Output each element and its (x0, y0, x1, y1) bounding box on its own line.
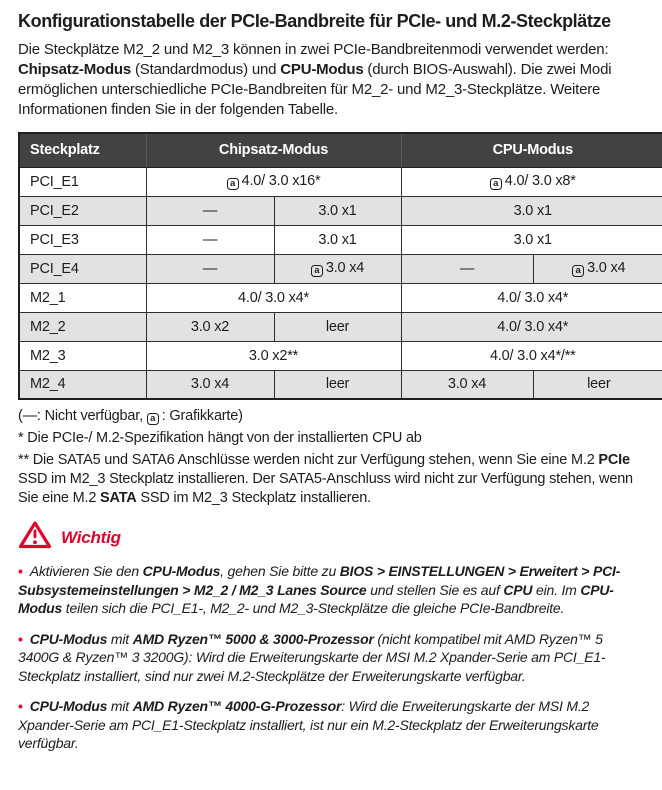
warning-triangle-icon (18, 520, 52, 555)
bandwidth-cell: 3.0 x2 (146, 312, 274, 341)
bandwidth-cell: a 4.0/ 3.0 x16* (146, 167, 401, 196)
pcie-bandwidth-table (18, 132, 662, 400)
bandwidth-cell: — (146, 225, 274, 254)
bandwidth-cell: a 3.0 x4 (274, 254, 401, 283)
table-legend: (—: Nicht verfügbar, a : Grafikkarte) (18, 408, 243, 424)
table-row (19, 196, 662, 225)
bandwidth-cell: 3.0 x1 (401, 225, 662, 254)
footnote-double-asterisk: ** Die SATA5 und SATA6 Anschlüsse werden nicht zur Verfügung stehen, wenn Sie eine M.2 PCIe SSD im M2_3 Steckplatz installieren. Der SATA5-Anschluss wird nicht zur Verfügung stehen, wenn Sie eine M.2 SATA SSD im M2_3 Steckplatz installieren. (18, 452, 633, 506)
bandwidth-cell: a 3.0 x4 (533, 254, 662, 283)
page-title: Konfigurationstabelle der PCIe-Bandbreite für PCIe- und M.2-Steckplätze (18, 11, 611, 31)
slot-cell: M2_1 (19, 283, 146, 312)
bandwidth-cell: leer (533, 370, 662, 399)
important-notes (18, 562, 646, 753)
table-row (19, 254, 662, 283)
bandwidth-cell: a 4.0/ 3.0 x8* (401, 167, 662, 196)
gpu-icon: a (572, 265, 584, 277)
bandwidth-cell: — (401, 254, 533, 283)
bullet-marker: • (18, 698, 23, 714)
table-body (19, 167, 662, 399)
slot-cell: M2_2 (19, 312, 146, 341)
gpu-icon: a (490, 178, 502, 190)
header-cpu-modus: CPU-Modus (401, 133, 662, 167)
bandwidth-cell: 3.0 x1 (401, 196, 662, 225)
bandwidth-cell: 4.0/ 3.0 x4* (401, 312, 662, 341)
table-row (19, 370, 662, 399)
bandwidth-cell: 3.0 x4 (401, 370, 533, 399)
bullet-marker: • (18, 563, 23, 579)
bandwidth-cell: 4.0/ 3.0 x4* (146, 283, 401, 312)
important-heading: Wichtig (61, 527, 121, 547)
intro-paragraph: Die Steckplätze M2_2 und M2_3 können in zwei PCIe-Bandbreitenmodi verwendet werden: Chipsatz-Modus (Standardmodus) und CPU-Modus (durch BIOS-Auswahl). Die zwei Modi ermöglichen unterschiedliche PCIe-Bandbreiten für M2_2- und M2_3-Steckplätze. Weitere Informationen finden Sie in der folgenden Tabelle. (18, 41, 612, 118)
bullet-marker: • (18, 630, 23, 647)
gpu-icon: a (311, 265, 323, 277)
slot-cell: M2_4 (19, 370, 146, 399)
important-note: • CPU-Modus mit AMD Ryzen™ 5000 & 3000-Prozessor (nicht kompatibel mit AMD Ryzen™ 5 3400G & Ryzen™ 3 3200G): Wird die Erweiterungskarte der MSI M.2 Xpander-Serie am PCI_E1-Steckplatz installiert, sind nur zwei M.2-Steckplätze der Erweiterungskarte verfügbar. (18, 630, 606, 684)
table-row (19, 312, 662, 341)
table-row (19, 283, 662, 312)
gpu-icon: a (147, 413, 159, 425)
bandwidth-cell: 4.0/ 3.0 x4*/** (401, 341, 662, 370)
slot-cell: PCI_E4 (19, 254, 146, 283)
bandwidth-cell: leer (274, 370, 401, 399)
bandwidth-cell: — (146, 196, 274, 225)
gpu-icon: a (227, 178, 239, 190)
slot-cell: PCI_E3 (19, 225, 146, 254)
table-header (19, 133, 662, 167)
bandwidth-cell: 3.0 x4 (146, 370, 274, 399)
important-note: • CPU-Modus mit AMD Ryzen™ 4000-G-Prozessor: Wird die Erweiterungskarte der MSI M.2 Xpander-Serie am PCI_E1-Steckplatz installiert, ist nur ein M.2-Steckplatz der Erweiterungskarte verfügbar. (18, 698, 599, 751)
bandwidth-cell: 3.0 x2** (146, 341, 401, 370)
header-steckplatz: Steckplatz (19, 133, 146, 167)
slot-cell: PCI_E1 (19, 167, 146, 196)
footnote-single-asterisk: * Die PCIe-/ M.2-Spezifikation hängt von der installierten CPU ab (18, 430, 422, 446)
important-note: • Aktivieren Sie den CPU-Modus, gehen Sie bitte zu BIOS > EINSTELLUNGEN > Erweitert > PCI-Subsystemeinstellungen > M2_2 / M2_3 Lanes Source und stellen Sie es auf CPU ein. Im CPU-Modus teilen sich die PCI_E1-, M2_2- und M2_3-Steckplätze die gleiche PCIe-Bandbreite. (18, 563, 621, 616)
table-row (19, 167, 662, 196)
header-chipsatz-modus: Chipsatz-Modus (146, 133, 401, 167)
slot-cell: PCI_E2 (19, 196, 146, 225)
table-row (19, 225, 662, 254)
table-header-row (19, 133, 662, 167)
bandwidth-cell: 3.0 x1 (274, 196, 401, 225)
slot-cell: M2_3 (19, 341, 146, 370)
bandwidth-cell: — (146, 254, 274, 283)
table-row (19, 341, 662, 370)
bandwidth-cell: leer (274, 312, 401, 341)
bandwidth-cell: 4.0/ 3.0 x4* (401, 283, 662, 312)
bandwidth-cell: 3.0 x1 (274, 225, 401, 254)
important-header (18, 520, 646, 555)
